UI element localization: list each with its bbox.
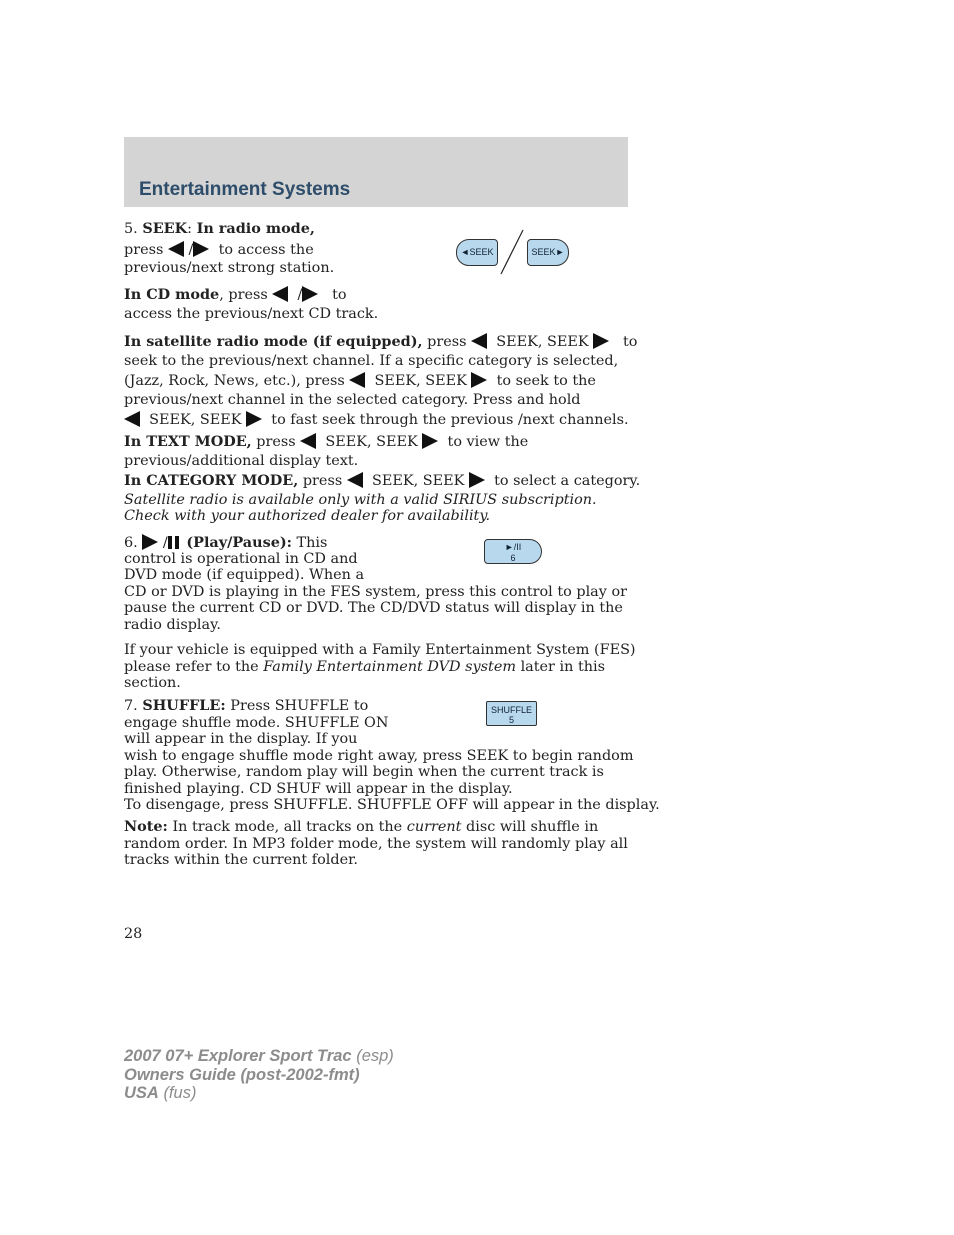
play-pause-paragraph: 6. / (Play/Pause): This control is operational in CD and DVD mode (if equipped). When a CD or DVD is playing in the FES system, press this control to play or pause the current CD or DVD. The CD/DVD status will display in the radio display. — [124, 534, 627, 633]
seek-right-icon — [246, 411, 262, 427]
play-icon — [142, 534, 158, 550]
seek-right-icon — [193, 241, 209, 257]
seek-radio-paragraph: 5. SEEK: In radio mode, press / to access the previous/next strong station. — [124, 220, 335, 276]
shuffle-paragraph: 7. SHUFFLE: Press SHUFFLE to engage shuffle mode. SHUFFLE ON will appear in the display. If you wish to engage shuffle mode right away, press SEEK to begin random play. Otherwise, random play will begin when the current track is finished playing. CD SHUF will appear in the display. To disengage, press SHUFFLE. SHUFFLE OFF will appear in the display. — [124, 697, 660, 813]
seek-left-icon — [349, 372, 365, 388]
seek-satellite-paragraph: In satellite radio mode (if equipped), press SEEK, SEEK to seek to the previous/next channel. If a specific category is selected, (Jazz, Rock, News, etc.), press SEEK, SEEK to seek to the previous/next channel in the selected category. Press and hold SEEK, SEEK to fast seek through the previous /next channels. — [124, 333, 638, 428]
seek-category-paragraph: In CATEGORY MODE, press SEEK, SEEK to select a category. Satellite radio is available only with a valid SIRIUS subscription. Check with your authorized dealer for availability. — [124, 472, 641, 524]
page-number: 28 — [124, 926, 143, 942]
seek-left-icon — [168, 241, 184, 257]
play-pause-button: ►/II 6 — [484, 539, 542, 564]
seek-right-icon — [469, 472, 485, 488]
seek-right-button: SEEK► — [527, 239, 569, 266]
seek-left-button: ◄SEEK — [456, 239, 498, 266]
section-header — [124, 137, 628, 207]
seek-label: SEEK — [142, 220, 188, 237]
fes-paragraph: If your vehicle is equipped with a Family Entertainment System (FES) please refer to the Family Entertainment DVD system later in this section. — [124, 642, 636, 691]
seek-left-icon — [347, 472, 363, 488]
seek-left-icon — [471, 333, 487, 349]
seek-text-mode-paragraph: In TEXT MODE, press SEEK, SEEK to view the previous/additional display text. — [124, 433, 529, 469]
shuffle-label: SHUFFLE: — [142, 697, 226, 714]
shuffle-note-paragraph: Note: In track mode, all tracks on the current disc will shuffle in random order. In MP3 folder mode, the system will randomly play all tracks within the current folder. — [124, 818, 628, 868]
seek-right-icon — [471, 372, 487, 388]
seek-right-icon — [593, 333, 609, 349]
shuffle-button: SHUFFLE 5 — [486, 701, 537, 726]
section-title: Entertainment Systems — [139, 179, 351, 200]
document-footer: 2007 07+ Explorer Sport Trac (esp) Owners Guide (post-2002-fmt) USA (fus) — [124, 1047, 394, 1102]
seek-left-icon — [124, 411, 140, 427]
seek-right-icon — [302, 286, 318, 302]
seek-left-icon — [300, 433, 316, 449]
separator-slash — [497, 228, 527, 276]
seek-right-icon — [422, 433, 438, 449]
seek-left-icon — [272, 286, 288, 302]
seek-cd-paragraph: In CD mode, press / to access the previous/next CD track. — [124, 286, 379, 322]
